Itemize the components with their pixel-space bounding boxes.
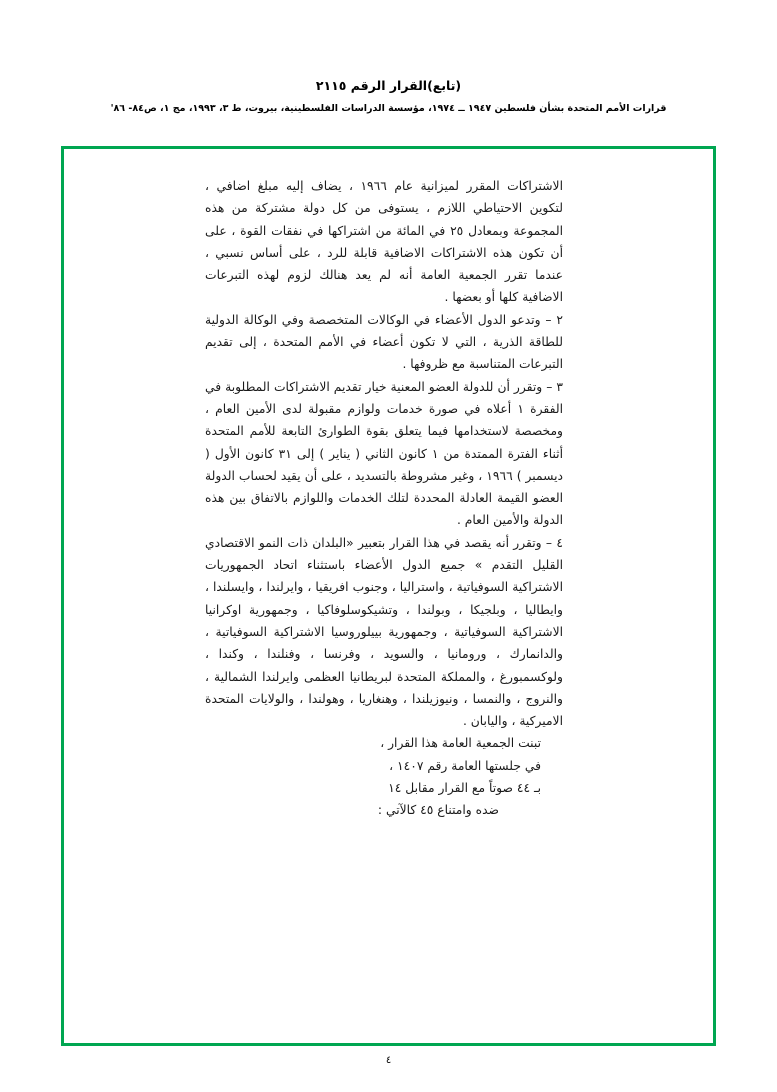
page-number: ٤	[385, 1055, 392, 1066]
page-header	[0, 78, 777, 114]
paragraph-continued: الاشتراكات المقرر لميزانية عام ١٩٦٦ ، يضاف إليه مبلغ اضافي ، لتكوين الاحتياطي اللازم ، يستوفى من كل دولة مشتركة من هذه المجموعة وبمعادل ٢٥ في المائة من اشتراكها في نفقات القوة ، على أن تكون هذه الاشتراكات الاضافية قابلة للرد ، على أساس نسبي ، عندما تقرر الجمعية العامة أنه لم يعد هنالك لزوم لهذه التبرعات الاضافية كلها أو بعضها .	[205, 179, 564, 305]
paragraph-3: ٣ – وتقرر أن للدولة العضو المعنية خيار تقديم الاشتراكات المطلوبة في الفقرة ١ أعلاه في صورة خدمات ولوازم مقبولة لدى الأمين العام ، ومخصصة لاستخدامها فيما يتعلق بقوة الطوارئ التابعة للأمم المتحدة أثناء الفترة الممتدة من ١ كانون الثاني ( يناير ) إلى ٣١ كانون الأول ( ديسمبر ) ١٩٦٦ ، وغير مشروطة بالتسديد ، على أن يقيد لحساب الدولة العضو القيمة العادلة المحددة لتلك الخدمات واللوازم بالاتفاق بين هذه الدولة والأمين العام .	[205, 379, 564, 528]
closing-block	[205, 732, 563, 821]
closing-line-3: بـ ٤٤ صوتاً مع القرار مقابل ١٤	[388, 781, 541, 796]
document-body	[205, 175, 563, 822]
page-title: (تابع)القرار الرقم ٢١١٥	[315, 78, 462, 93]
paragraph-4: ٤ – وتقرر أنه يقصد في هذا القرار بتعبير «البلدان ذات النمو الاقتصادي القليل التقدم » جميع الدول الأعضاء باستثناء اتحاد الجمهوريات الاشتراكية السوفياتية ، واستراليا ، وجنوب افريقيا ، وايرلندا ، وايسلندا ، وايطاليا ، وبلجيكا ، وبولندا ، وتشيكوسلوفاكيا ، وجمهورية اوكرانيا الاشتراكية السوفياتية ، وجمهورية بييلوروسيا الاشتراكية السوفياتية ، والدانمارك ، ورومانيا ، والسويد ، وفرنسا ، وفنلندا ، وكندا ، ولوكسمبورغ ، والمملكة المتحدة لبريطانيا العظمى وايرلندا الشمالية ، والنروج ، والنمسا ، ونيوزيلندا ، وهنغاريا ، وهولندا ، والولايات المتحدة الاميركية ، واليابان .	[205, 535, 563, 729]
closing-line-2: في جلستها العامة رقم ١٤٠٧ ،	[389, 758, 541, 773]
source-citation: قرارات الأمم المتحدة بشأن فلسطين ١٩٤٧ ــ ١٩٧٤، مؤسسة الدراسات الفلسطينية، بيروت، ط ٣، ١٩٩٣، مج ١، ص٨٤- ٨٦'	[110, 103, 667, 114]
closing-line-4: ضده وامتناع ٤٥ كالآتي :	[377, 803, 499, 818]
closing-line-1: تبنت الجمعية العامة هذا القرار ،	[380, 736, 541, 751]
green-content-frame	[61, 146, 716, 1046]
paragraph-2: ٢ – وتدعو الدول الأعضاء في الوكالات المتخصصة وفي الوكالة الدولية للطاقة الذرية ، التي لا تكون أعضاء في الأمم المتحدة ، إلى تقديم التبرعات المتناسبة مع ظروفها .	[205, 312, 563, 372]
